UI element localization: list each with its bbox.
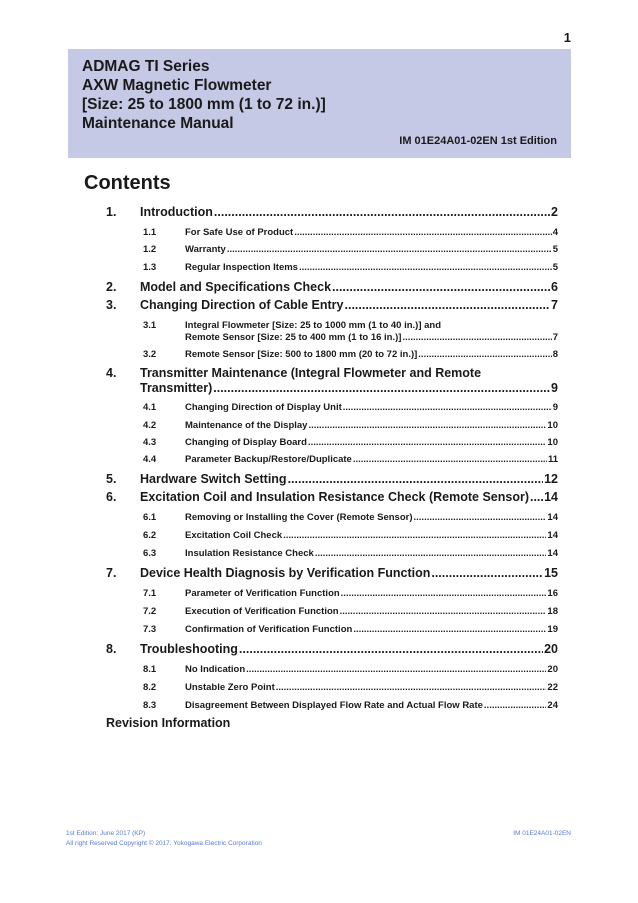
toc-entry-4-2[interactable]	[143, 420, 558, 431]
section-title: Excitation Coil and Insulation Resistance Check (Remote Sensor)	[140, 490, 529, 504]
toc-entry-4[interactable]	[140, 381, 558, 395]
page-ref: 14	[544, 490, 558, 504]
leader-dots	[308, 437, 546, 448]
subsection-title: Changing of Display Board	[185, 437, 307, 448]
leader-dots	[418, 349, 551, 360]
toc-entry-1-1[interactable]	[143, 227, 558, 238]
leader-dots	[353, 624, 546, 635]
page-ref: 9	[552, 402, 558, 413]
product-title: AXW Magnetic Flowmeter	[82, 77, 272, 94]
page-ref: 22	[547, 682, 558, 693]
toc-entry-8[interactable]	[106, 642, 558, 656]
section-number: 7.	[106, 566, 117, 580]
subsection-number: 7.3	[143, 624, 157, 635]
toc-entry-2[interactable]	[106, 280, 558, 294]
subsection-title: Confirmation of Verification Function	[185, 624, 353, 635]
toc-entry-1-2[interactable]	[143, 244, 558, 255]
leader-dots	[341, 588, 547, 599]
toc-entry-6-1[interactable]	[143, 512, 558, 523]
subsection-title: Insulation Resistance Check	[185, 548, 314, 559]
subsection-title: Regular Inspection Items	[185, 262, 298, 273]
page-ref: 5	[552, 262, 558, 273]
page-ref: 15	[544, 566, 558, 580]
toc-entry-7-1[interactable]	[143, 588, 558, 599]
page-ref: 2	[551, 205, 558, 219]
contents-heading: Contents	[84, 172, 171, 194]
subsection-title: Excitation Coil Check	[185, 530, 283, 541]
leader-dots	[315, 548, 547, 559]
subsection-number: 6.3	[143, 548, 157, 559]
subsection-number: 7.1	[143, 588, 157, 599]
section-number: 1.	[106, 205, 117, 219]
leader-dots	[227, 244, 552, 255]
section-title: Device Health Diagnosis by Verification Function	[140, 566, 431, 580]
toc-entry-3-1[interactable]	[185, 332, 558, 343]
subsection-number: 6.2	[143, 530, 157, 541]
page-ref: 7	[552, 332, 558, 343]
subsection-title: Remote Sensor [Size: 500 to 1800 mm (20 to 72 in.)]	[185, 349, 418, 360]
toc-entry-8-2[interactable]	[143, 682, 558, 693]
subsection-title: No Indication	[185, 664, 246, 675]
subsection-title: Remote Sensor [Size: 25 to 400 mm (1 to 16 in.)]	[185, 332, 402, 343]
toc-entry-4-1[interactable]	[143, 402, 558, 413]
section-title: Hardware Switch Setting	[140, 472, 287, 486]
subsection-title: For Safe Use of Product	[185, 227, 294, 238]
leader-dots	[353, 454, 547, 465]
size-range: [Size: 25 to 1800 mm (1 to 72 in.)]	[82, 96, 326, 113]
section-number: 6.	[106, 490, 117, 504]
toc-entry-6-2[interactable]	[143, 530, 558, 541]
toc-entry-revision[interactable]: Revision Information	[106, 716, 231, 730]
subsection-number: 4.4	[143, 454, 157, 465]
leader-dots	[276, 682, 547, 693]
subsection-title: Warranty	[185, 244, 226, 255]
section-title: Introduction	[140, 205, 213, 219]
subsection-number: 1.1	[143, 227, 157, 238]
page-ref: 18	[547, 606, 558, 617]
leader-dots	[288, 472, 544, 486]
subsection-number: 8.1	[143, 664, 157, 675]
toc-entry-7-2[interactable]	[143, 606, 558, 617]
subsection-title: Parameter Backup/Restore/Duplicate	[185, 454, 352, 465]
page-ref: 16	[547, 588, 558, 599]
footer-document-id: IM 01E24A01-02EN	[513, 830, 571, 837]
subsection-number: 3.2	[143, 349, 157, 360]
page-ref: 8	[552, 349, 558, 360]
manual-title: Maintenance Manual	[82, 115, 234, 132]
subsection-title: Changing Direction of Display Unit	[185, 402, 342, 413]
footer-edition-date: 1st Edition: June 2017 (KP)	[66, 830, 146, 837]
section-title: Transmitter)	[140, 381, 213, 395]
leader-dots	[402, 332, 551, 343]
leader-dots	[431, 566, 543, 580]
page-ref: 9	[551, 381, 558, 395]
toc-entry-4-3[interactable]	[143, 437, 558, 448]
document-header	[68, 49, 571, 158]
leader-dots	[214, 205, 550, 219]
page-ref: 14	[547, 530, 558, 541]
toc-entry-6[interactable]	[106, 490, 558, 504]
page-ref: 12	[544, 472, 558, 486]
leader-dots	[530, 490, 543, 504]
toc-entry-3-2[interactable]	[143, 349, 558, 360]
footer-copyright: All right Reserved Copyright © 2017, Yokogawa Electric Corporation	[66, 840, 262, 847]
page-ref: 24	[547, 700, 558, 711]
subsection-number: 7.2	[143, 606, 157, 617]
leader-dots	[239, 642, 543, 656]
subsection-number: 1.2	[143, 244, 157, 255]
subsection-number: 4.3	[143, 437, 157, 448]
section-number: 3.	[106, 298, 117, 312]
leader-dots	[345, 298, 551, 312]
toc-entry-8-3[interactable]	[143, 700, 558, 711]
toc-entry-1-3[interactable]	[143, 262, 558, 273]
leader-dots	[332, 280, 550, 294]
subsection-title: Execution of Verification Function	[185, 606, 339, 617]
leader-dots	[294, 227, 551, 238]
page-number: 1	[563, 30, 571, 45]
page-ref: 10	[547, 437, 558, 448]
page-ref: 19	[547, 624, 558, 635]
toc-entry-3-1-title-line1: Integral Flowmeter [Size: 25 to 1000 mm (1 to 40 in.)] and	[185, 320, 442, 331]
page-ref: 11	[547, 454, 558, 465]
subsection-number: 4.1	[143, 402, 157, 413]
subsection-title: Parameter of Verification Function	[185, 588, 340, 599]
toc-entry-3[interactable]	[106, 298, 558, 312]
subsection-title: Disagreement Between Displayed Flow Rate and Actual Flow Rate	[185, 700, 483, 711]
series-title: ADMAG TI Series	[82, 58, 210, 75]
page-ref: 20	[544, 642, 558, 656]
leader-dots	[246, 664, 546, 675]
toc-entry-4-title-line1: Transmitter Maintenance (Integral Flowmeter and Remote	[140, 366, 482, 380]
subsection-number: 8.3	[143, 700, 157, 711]
leader-dots	[308, 420, 546, 431]
leader-dots	[414, 512, 547, 523]
page-ref: 4	[552, 227, 558, 238]
leader-dots	[213, 381, 550, 395]
toc-entry-1[interactable]	[106, 205, 558, 219]
subsection-number: 1.3	[143, 262, 157, 273]
page-ref: 6	[551, 280, 558, 294]
section-number: 2.	[106, 280, 117, 294]
leader-dots	[283, 530, 546, 541]
subsection-number: 6.1	[143, 512, 157, 523]
section-title: Changing Direction of Cable Entry	[140, 298, 344, 312]
subsection-number: 4.2	[143, 420, 157, 431]
edition-label: IM 01E24A01-02EN 1st Edition	[399, 135, 557, 147]
toc-entry-7[interactable]	[106, 566, 558, 580]
toc-entry-5[interactable]	[106, 472, 558, 486]
page-ref: 5	[552, 244, 558, 255]
section-title: Troubleshooting	[140, 642, 238, 656]
section-number: 5.	[106, 472, 117, 486]
subsection-title: Unstable Zero Point	[185, 682, 275, 693]
page-ref: 7	[551, 298, 558, 312]
section-title: Model and Specifications Check	[140, 280, 332, 294]
page-ref: 10	[547, 420, 558, 431]
toc-entry-4-4[interactable]	[143, 454, 558, 465]
page-ref: 14	[547, 512, 558, 523]
leader-dots	[299, 262, 552, 273]
toc-entry-4-number: 4.	[106, 366, 117, 380]
subsection-number: 8.2	[143, 682, 157, 693]
toc-entry-8-1[interactable]	[143, 664, 558, 675]
section-number: 8.	[106, 642, 117, 656]
toc-entry-7-3[interactable]	[143, 624, 558, 635]
subsection-title: Maintenance of the Display	[185, 420, 308, 431]
leader-dots	[484, 700, 547, 711]
subsection-title: Removing or Installing the Cover (Remote Sensor)	[185, 512, 413, 523]
leader-dots	[340, 606, 547, 617]
toc-entry-6-3[interactable]	[143, 548, 558, 559]
page-ref: 14	[547, 548, 558, 559]
page-ref: 20	[547, 664, 558, 675]
toc-entry-3-1-number: 3.1	[143, 320, 157, 331]
leader-dots	[343, 402, 552, 413]
